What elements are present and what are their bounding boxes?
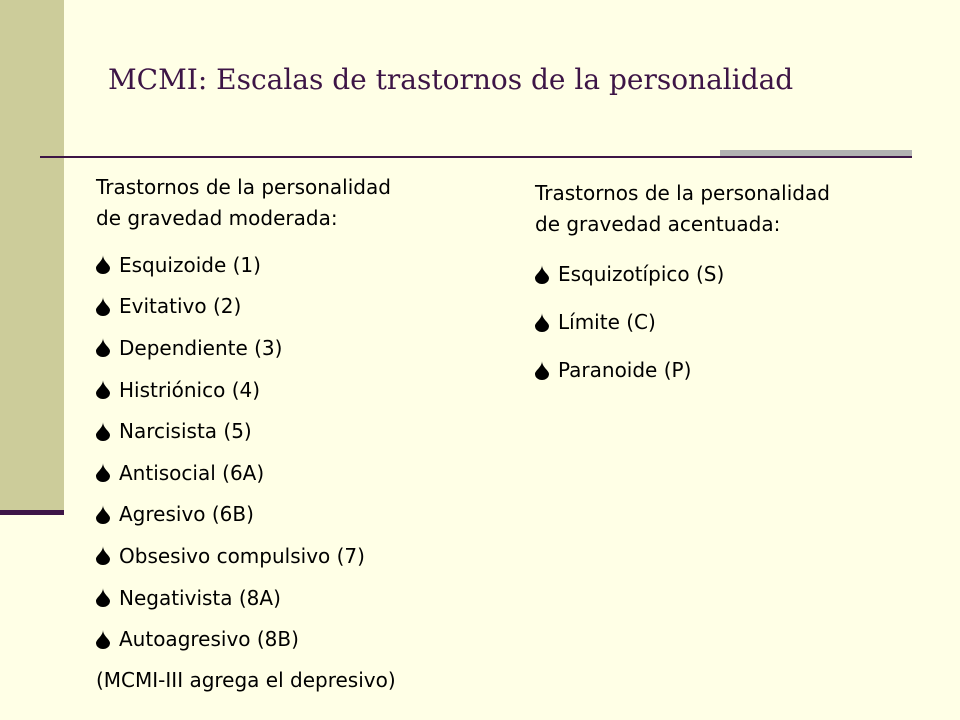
accentuated-severity-heading bbox=[535, 178, 935, 240]
list-item bbox=[96, 452, 516, 494]
drop-bullet-icon bbox=[96, 505, 110, 524]
list-item-label: Obsesivo compulsivo (7) bbox=[119, 543, 365, 568]
list-item-label: Límite (C) bbox=[558, 310, 656, 334]
list-item bbox=[96, 577, 516, 619]
list-item-label: Esquizoide (1) bbox=[119, 252, 261, 277]
list-item bbox=[96, 410, 516, 452]
list-item bbox=[96, 618, 516, 660]
list-item bbox=[96, 494, 516, 536]
moderate-severity-column bbox=[96, 172, 516, 702]
list-item bbox=[96, 244, 516, 286]
list-item-label: Dependiente (3) bbox=[119, 335, 283, 360]
list-item bbox=[535, 346, 935, 394]
list-item bbox=[96, 369, 516, 411]
drop-bullet-icon bbox=[96, 546, 110, 565]
list-item-label: Narcisista (5) bbox=[119, 419, 252, 444]
list-item-label: Esquizotípico (S) bbox=[558, 262, 725, 286]
list-item-label: Autoagresivo (8B) bbox=[119, 627, 299, 652]
moderate-severity-heading bbox=[96, 172, 516, 234]
list-item-label: Negativista (8A) bbox=[119, 585, 281, 610]
slide-title: MCMI: Escalas de trastornos de la personalidad bbox=[108, 63, 794, 96]
list-item-label: Evitativo (2) bbox=[119, 294, 242, 319]
decorative-left-bar-accent bbox=[0, 510, 64, 515]
list-item-label: Histriónico (4) bbox=[119, 377, 261, 402]
list-item-label: Antisocial (6A) bbox=[119, 460, 265, 485]
list-item-label: Paranoide (P) bbox=[558, 358, 692, 382]
accentuated-severity-column bbox=[535, 178, 935, 394]
drop-bullet-icon bbox=[96, 422, 110, 441]
footnote: (MCMI-III agrega el depresivo) bbox=[96, 667, 396, 692]
drop-bullet-icon bbox=[535, 361, 549, 380]
drop-bullet-icon bbox=[535, 265, 549, 284]
drop-bullet-icon bbox=[96, 380, 110, 399]
accentuated-heading-line1: Trastornos de la personalidad bbox=[535, 181, 830, 205]
title-rule bbox=[40, 156, 912, 158]
list-item bbox=[535, 250, 935, 298]
drop-bullet-icon bbox=[535, 313, 549, 332]
accentuated-heading-line2: de gravedad acentuada: bbox=[535, 212, 781, 236]
drop-bullet-icon bbox=[96, 588, 110, 607]
list-item bbox=[96, 327, 516, 369]
list-item bbox=[96, 286, 516, 328]
drop-bullet-icon bbox=[96, 463, 110, 482]
list-item bbox=[96, 535, 516, 577]
decorative-left-bar bbox=[0, 0, 64, 510]
drop-bullet-icon bbox=[96, 630, 110, 649]
list-item-label: Agresivo (6B) bbox=[119, 502, 254, 527]
moderate-heading-line2: de gravedad moderada: bbox=[96, 206, 338, 230]
drop-bullet-icon bbox=[96, 338, 110, 357]
list-item bbox=[535, 298, 935, 346]
moderate-heading-line1: Trastornos de la personalidad bbox=[96, 175, 391, 199]
drop-bullet-icon bbox=[96, 255, 110, 274]
drop-bullet-icon bbox=[96, 297, 110, 316]
